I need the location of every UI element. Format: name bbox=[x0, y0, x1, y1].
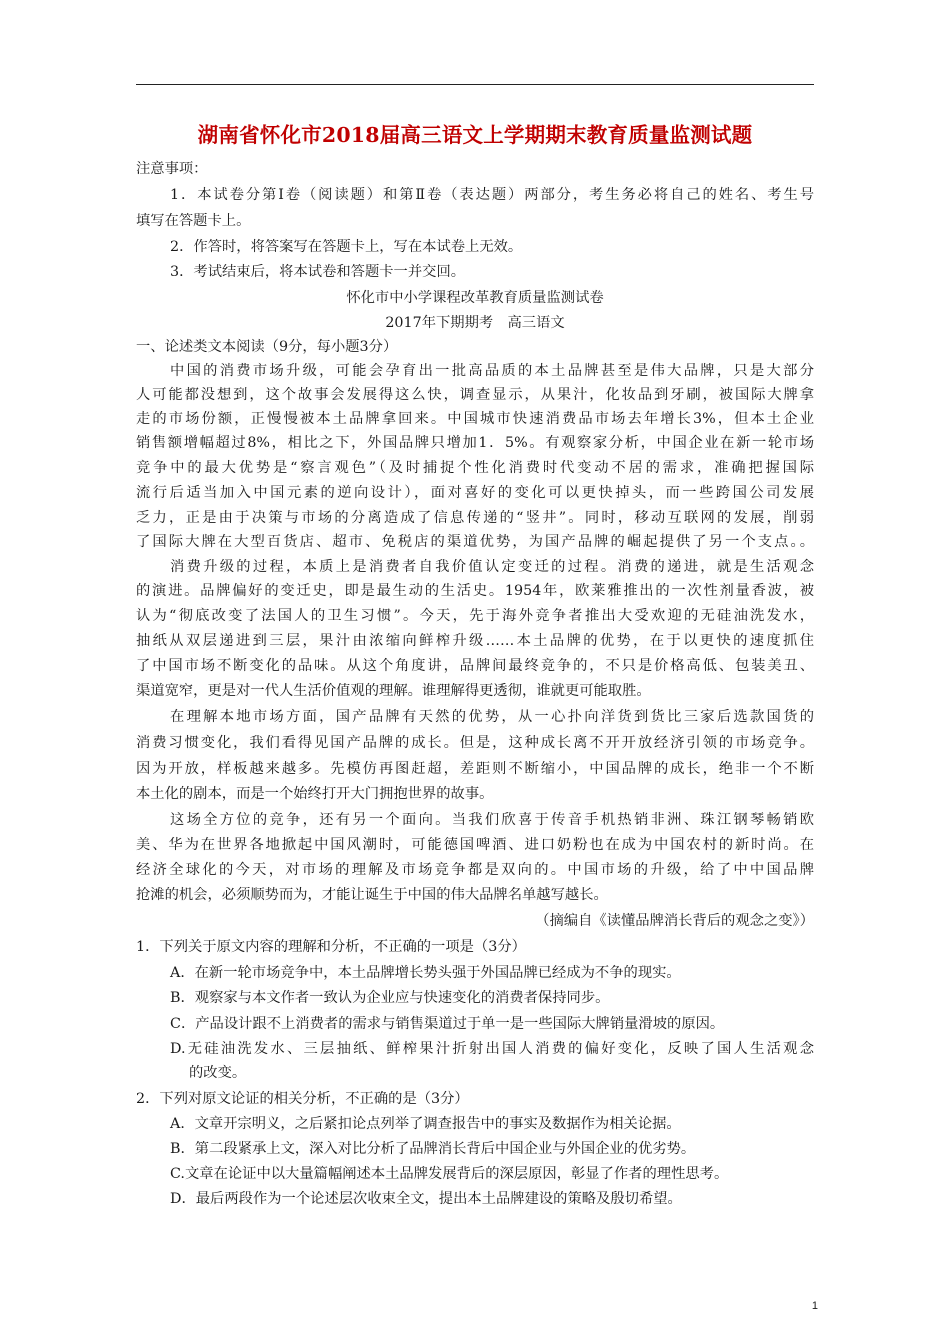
page-title: 湖南省怀化市2018届高三语文上学期期末教育质量监测试题 bbox=[197, 123, 753, 147]
question-option-cont: 的改变。 bbox=[189, 1065, 247, 1081]
notice-item-3: 3．考试结束后，将本试卷和答题卡一并交回。 bbox=[170, 264, 466, 280]
passage-line: 抽纸从双层递进到三层，果汁由浓缩向鲜榨升级……本土品牌的优势，在于以更快的速度抓住 bbox=[136, 633, 814, 649]
passage-line: 认为“彻底改变了法国人的卫生习惯”。今天，先于海外竞争者推出大受欢迎的无硅油洗发水， bbox=[136, 608, 814, 624]
passage-source: （摘编自《读懂品牌消长背后的观念之变》） bbox=[535, 913, 814, 929]
passage-line: 流行后适当加入中国元素的逆向设计），面对喜好的变化可以更快掉头，而一些跨国公司发展 bbox=[136, 485, 814, 501]
passage-line: 竞争中的最大优势是“察言观色”（及时捕捉个性化消费时代变动不居的需求，准确把握国际 bbox=[136, 460, 814, 476]
passage-line: 消费习惯变化，我们看得见国产品牌的成长。但是，这种成长离不开开放经济引领的市场竞争。 bbox=[136, 735, 814, 751]
page-number: 1 bbox=[811, 1300, 818, 1312]
passage-line: 抢滩的机会，必须顺势而为，才能让诞生于中国的伟大品牌名单越写越长。 bbox=[136, 887, 608, 903]
exam-header-line-2: 2017年下期期考 高三语文 bbox=[385, 315, 565, 331]
question-option: C.文章在论证中以大量篇幅阐述本土品牌发展背后的深层原因，彰显了作者的理性思考。 bbox=[170, 1166, 729, 1182]
notice-item-1-cont: 填写在答题卡上。 bbox=[136, 213, 251, 229]
passage-line: 消费升级的过程，本质上是消费者自我价值认定变迁的过程。消费的递进，就是生活观念 bbox=[170, 559, 814, 575]
passage-line: 这场全方位的竞争，还有另一个面向。当我们欣喜于传音手机热销非洲、珠江钢琴畅销欧 bbox=[170, 812, 814, 828]
question-stem: 1．下列关于原文内容的理解和分析，不正确的一项是（3分） bbox=[136, 939, 526, 955]
notice-item-2: 2．作答时，将答案写在答题卡上，写在本试卷上无效。 bbox=[170, 239, 523, 255]
question-option: C．产品设计跟不上消费者的需求与销售渠道过于单一是一些国际大牌销量滑坡的原因。 bbox=[170, 1016, 725, 1032]
passage-line: 的演进。品牌偏好的变迁史，即是最生动的生活史。1954年，欧莱雅推出的一次性剂量香波，被 bbox=[136, 583, 814, 599]
section-heading: 一、论述类文本阅读（9分，每小题3分） bbox=[136, 339, 398, 355]
passage-line: 美、华为在世界各地掀起中国风潮时，可能德国啤酒、进口奶粉也在成为中国农村的新时尚。在 bbox=[136, 837, 814, 853]
passage-line: 销售额增幅超过8%，相比之下，外国品牌只增加1．5%。有观察家分析，中国企业在新一轮市场 bbox=[136, 435, 814, 451]
question-option: A．在新一轮市场竞争中，本土品牌增长势头强于外国品牌已经成为不争的现实。 bbox=[170, 965, 681, 981]
passage-line: 本土化的剧本，而是一个始终打开大门拥抱世界的故事。 bbox=[136, 786, 494, 802]
header-rule bbox=[136, 84, 814, 85]
passage-line: 了中国市场不断变化的品味。从这个角度讲，品牌间最终竞争的，不只是价格高低、包装美丑、 bbox=[136, 658, 814, 674]
notice-item-1: 1．本试卷分第Ⅰ卷（阅读题）和第Ⅱ卷（表达题）两部分，考生务必将自己的姓名、考生号 bbox=[170, 187, 814, 203]
passage-line: 乏力，正是由于决策与市场的分离造成了信息传递的“竖井”。同时，移动互联网的发展，削弱 bbox=[136, 510, 814, 526]
exam-header-line-1: 怀化市中小学课程改革教育质量监测试卷 bbox=[346, 290, 604, 306]
question-option: D.无硅油洗发水、三层抽纸、鲜榨果汁折射出国人消费的偏好变化，反映了国人生活观念 bbox=[170, 1041, 814, 1057]
passage-line: 走的市场份额，正慢慢被本土品牌拿回来。中国城市快速消费品市场去年增长3%，但本土企业 bbox=[136, 411, 814, 427]
question-option: B．观察家与本文作者一致认为企业应与快速变化的消费者保持同步。 bbox=[170, 990, 610, 1006]
passage-line: 经济全球化的今天，对市场的理解及市场竞争都是双向的。中国市场的升级，给了中中国品牌 bbox=[136, 862, 814, 878]
passage-line: 中国的消费市场升级，可能会孕育出一批高品质的本土品牌甚至是伟大品牌，只是大部分 bbox=[170, 363, 814, 379]
question-stem: 2．下列对原文论证的相关分析，不正确的是（3分） bbox=[136, 1091, 469, 1107]
passage-line: 人可能都没想到，这个故事会发展得这么快，调查显示，从果汁，化妆品到牙刷，被国际大牌拿 bbox=[136, 387, 814, 403]
passage-line: 渠道宽窄，更是对一代人生活价值观的理解。谁理解得更透彻，谁就更可能取胜。 bbox=[136, 683, 651, 699]
question-option: D．最后两段作为一个论述层次收束全文，提出本土品牌建设的策略及殷切希望。 bbox=[170, 1191, 682, 1207]
question-option: B．第二段紧承上文，深入对比分析了品牌消长背后中国企业与外国企业的优劣势。 bbox=[170, 1141, 696, 1157]
question-option: A．文章开宗明义，之后紧扣论点列举了调查报告中的事实及数据作为相关论据。 bbox=[170, 1116, 681, 1132]
passage-line: 在理解本地市场方面，国产品牌有天然的优势，从一心扑向洋货到货比三家后选款国货的 bbox=[170, 709, 814, 725]
passage-line: 了国际大牌在大型百货店、超市、免税店的渠道优势，为国产品牌的崛起提供了另一个支点。。 bbox=[136, 534, 814, 550]
notice-heading: 注意事项： bbox=[136, 161, 208, 177]
passage-line: 因为开放，样板越来越多。先模仿再图赶超，差距则不断缩小，中国品牌的成长，绝非一个不断 bbox=[136, 761, 814, 777]
